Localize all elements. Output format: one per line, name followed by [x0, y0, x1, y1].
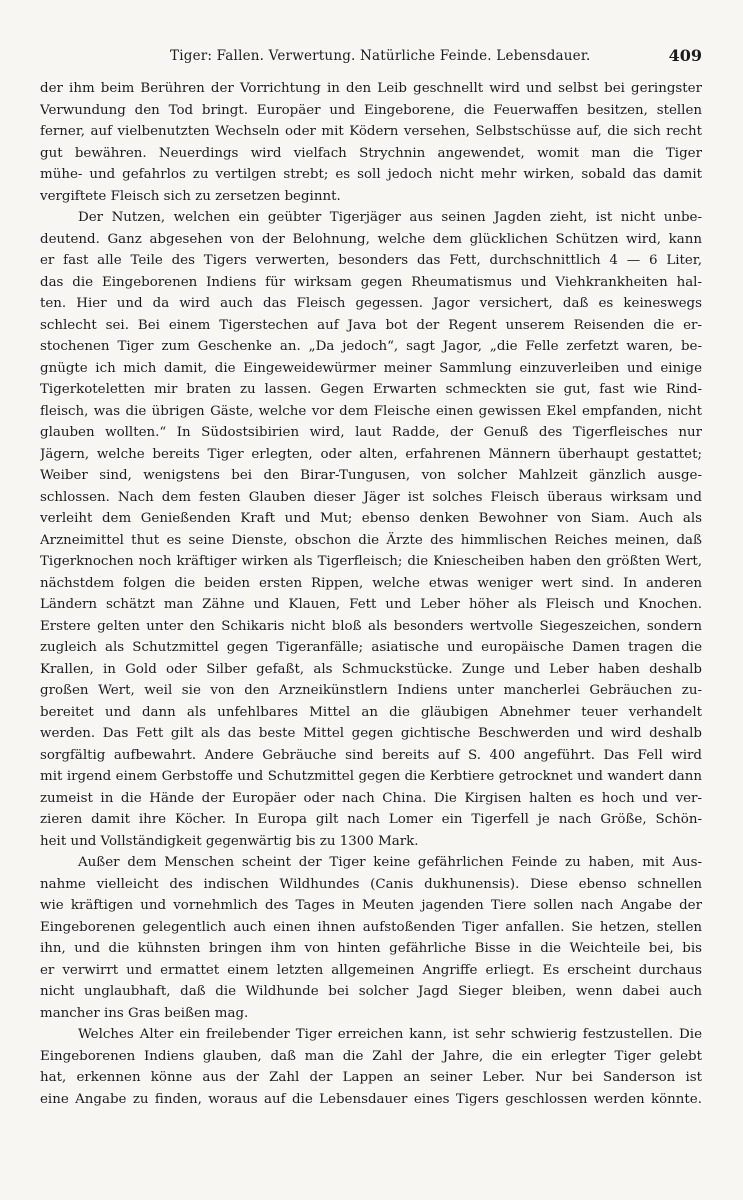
text-line: er verwirrt und ermattet einem letzten allgemeinen Angriffe erliegt. Es erscheint durchaus — [40, 962, 702, 978]
text-line: schlossen. Nach dem festen Glauben dieser Jäger ist solches Fleisch überaus wirksam und — [40, 489, 702, 505]
text-line: ten. Hier und da wird auch das Fleisch gegessen. Jagor versichert, daß es keineswegs — [40, 296, 702, 311]
text-line: stochenen Tiger zum Geschenke an. „Da jedoch“, sagt Jagor, „die Felle zerfetzt waren, be- — [40, 339, 702, 354]
text-line: Erstere gelten unter den Schikaris nicht bloß als besonders wertvolle Siegeszeichen, sondern — [40, 618, 702, 634]
text-line: hat, erkennen könne aus der Zahl der Lappen an seiner Leber. Nur bei Sanderson ist — [40, 1070, 702, 1085]
text-line: mühe- und gefahrlos zu vertilgen strebt; es soll jedoch nicht mehr wirken, sobald das damit — [40, 167, 702, 182]
text-line: deutend. Ganz abgesehen von der Belohnung, welche dem glücklichen Schützen wird, kann — [40, 231, 702, 247]
text-line: Krallen, in Gold oder Silber gefaßt, als Schmuckstücke. Zunge und Leber haben deshalb — [40, 661, 702, 677]
text-line: ferner, auf vielbenutzten Wechseln oder mit Ködern versehen, Selbstschüsse auf, die sich recht — [40, 124, 702, 139]
text-line: sorgfältig aufbewahrt. Andere Gebräuche sind bereits auf S. 400 angeführt. Das Fell wird — [40, 747, 702, 763]
text-line: nicht unglaubhaft, daß die Wildhunde bei solcher Jagd Sieger bleiben, wenn dabei auch — [40, 984, 702, 999]
text-line: ihn, und die kühnsten bringen ihm von hinten gefährliche Bisse in die Weichteile bei, bis — [40, 941, 702, 956]
text-line: eine Angabe zu finden, woraus auf die Lebensdauer eines Tigers geschlossen werden könnte. — [40, 1091, 702, 1107]
text-line: gnügte ich mich damit, die Eingeweidewürmer meiner Sammlung einzuverleiben und einige — [40, 360, 702, 376]
text-line: großen Wert, weil sie von den Arzneikünstlern Indiens unter mancherlei Gebräuchen zu- — [40, 683, 702, 698]
text-line: Der Nutzen, welchen ein geübter Tigerjäger aus seinen Jagden zieht, ist nicht unbe- — [78, 210, 702, 225]
text-line: Eingeborenen gelegentlich auch einen ihnen aufstoßenden Tiger anfallen. Sie hetzen, stellen — [40, 919, 702, 935]
text-line: bereitet und dann als unfehlbares Mittel an die gläubigen Abnehmer teuer verhandelt — [40, 704, 702, 720]
text-line: nahme vielleicht des indischen Wildhundes (Canis dukhunensis). Diese ebenso schnellen — [40, 876, 702, 892]
text-line: heit und Vollständigkeit gegenwärtig bis zu 1300 Mark. — [40, 833, 419, 849]
text-line: Welches Alter ein freilebender Tiger erreichen kann, ist sehr schwierig festzustellen. Die — [78, 1027, 702, 1042]
text-line: Tigerkoteletten mir braten zu lassen. Gegen Erwarten schmeckten sie gut, fast wie Rind- — [40, 382, 702, 397]
text-line: Eingeborenen Indiens glauben, daß man die Zahl der Jahre, die ein erlegter Tiger gelebt — [40, 1048, 702, 1064]
body-text — [40, 78, 702, 1110]
text-line: Ländern schätzt man Zähne und Klauen, Fett und Leber höher als Fleisch und Knochen. — [40, 597, 702, 612]
text-line: der ihm beim Berühren der Vorrichtung in den Leib geschnellt wird und selbst bei geringster — [40, 81, 702, 96]
text-line: fleisch, was die übrigen Gäste, welche vor dem Fleische einen gewissen Ekel empfanden, nicht — [40, 403, 702, 419]
text-line: wie kräftigen und vornehmlich des Tages in Meuten jagenden Tiere sollen nach Angabe der — [40, 898, 702, 913]
text-line: nächstdem folgen die beiden ersten Rippen, welche etwas weniger wert sind. In anderen — [40, 575, 702, 591]
text-line: Verwundung den Tod bringt. Europäer und Eingeborene, die Feuerwaffen besitzen, stellen — [40, 102, 702, 118]
text-line: vergiftete Fleisch sich zu zersetzen beginnt. — [40, 188, 341, 204]
page-number: 409 — [668, 46, 702, 65]
text-line: Jägern, welche bereits Tiger erlegten, oder alten, erfahrenen Männern überhaupt gestattet; — [40, 446, 702, 462]
text-line: mit irgend einem Gerbstoffe und Schutzmittel gegen die Kerbtiere getrocknet und wandert dann — [40, 769, 702, 784]
text-line: zumeist in die Hände der Europäer oder nach China. Die Kirgisen halten es hoch und ver- — [40, 790, 702, 806]
text-line: zieren damit ihre Köcher. In Europa gilt nach Lomer ein Tigerfell je nach Größe, Schön- — [40, 812, 702, 827]
running-header — [40, 44, 702, 70]
text-line: das die Eingeborenen Indiens für wirksam gegen Rheumatismus und Viehkrankheiten hal- — [40, 274, 702, 290]
running-title: Tiger: Fallen. Verwertung. Natürliche Feinde. Lebensdauer. — [170, 48, 591, 64]
text-line: Weiber sind, wenigstens bei den Birar-Tungusen, von solcher Mahlzeit gänzlich ausge- — [40, 468, 702, 483]
text-line: verleiht dem Genießenden Kraft und Mut; ebenso denken Bewohner von Siam. Auch als — [40, 511, 702, 526]
text-line: Außer dem Menschen scheint der Tiger keine gefährlichen Feinde zu haben, mit Aus- — [78, 855, 702, 870]
text-line: Tigerknochen noch kräftiger wirken als Tigerfleisch; die Kniescheiben haben den größten Wert, — [40, 554, 702, 569]
text-line: glauben wollten.“ In Südostsibirien wird, laut Radde, der Genuß des Tigerfleisches nur — [40, 425, 702, 440]
text-line: schlecht sei. Bei einem Tigerstechen auf Java bot der Regent unserem Reisenden die er- — [40, 317, 702, 333]
text-line: mancher ins Gras beißen mag. — [40, 1005, 249, 1021]
text-line: zugleich als Schutzmittel gegen Tigeranfälle; asiatische und europäische Damen tragen die — [40, 640, 702, 655]
text-line: Arzneimittel thut es seine Dienste, obschon die Ärzte des himmlischen Reiches meinen, daß — [40, 532, 702, 548]
text-line: er fast alle Teile des Tigers verwerten, besonders das Fett, durchschnittlich 4 — 6 Liter, — [40, 253, 702, 268]
text-line: gut bewähren. Neuerdings wird vielfach Strychnin angewendet, womit man die Tiger — [40, 145, 702, 161]
text-line: werden. Das Fett gilt als das beste Mittel gegen gichtische Beschwerden und wird deshalb — [40, 726, 702, 741]
